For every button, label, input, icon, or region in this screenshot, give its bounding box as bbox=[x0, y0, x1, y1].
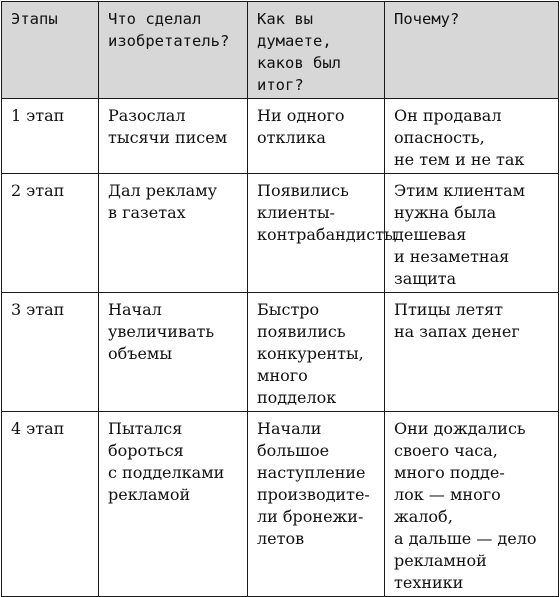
table-row bbox=[2, 174, 559, 293]
cell-reason: Этим клиентам нужна была дешевая и незаметная защита bbox=[385, 174, 559, 293]
cell-result: Начали большое наступление производите- ли бронежи- летов bbox=[248, 412, 385, 597]
header-inventor-action: Что сделал изобретатель? bbox=[99, 2, 248, 99]
cell-action: Пытался бороться с подделками рекламой bbox=[99, 412, 248, 597]
cell-stage: 3 этап bbox=[2, 293, 99, 412]
table-body bbox=[2, 99, 559, 597]
cell-stage: 4 этап bbox=[2, 412, 99, 597]
header-row bbox=[2, 2, 559, 99]
cell-action: Разослал тысячи писем bbox=[99, 99, 248, 174]
cell-stage: 2 этап bbox=[2, 174, 99, 293]
cell-reason: Они дождались своего часа, много подде- лок — много жалоб, а дальше — дело рекламной техники bbox=[385, 412, 559, 597]
table-row bbox=[2, 412, 559, 597]
header-result: Как вы думаете, каков был итог? bbox=[248, 2, 385, 99]
header-reason: Почему? bbox=[385, 2, 559, 99]
cell-stage: 1 этап bbox=[2, 99, 99, 174]
cell-result: Быстро появились конкуренты, много подделок bbox=[248, 293, 385, 412]
stages-table bbox=[1, 1, 559, 597]
table-row bbox=[2, 99, 559, 174]
cell-result: Появились клиенты- контрабандисты bbox=[248, 174, 385, 293]
cell-result: Ни одного отклика bbox=[248, 99, 385, 174]
cell-action: Начал увеличивать объемы bbox=[99, 293, 248, 412]
cell-reason: Птицы летят на запах денег bbox=[385, 293, 559, 412]
header-stage: Этапы bbox=[2, 2, 99, 99]
cell-action: Дал рекламу в газетах bbox=[99, 174, 248, 293]
table-row bbox=[2, 293, 559, 412]
cell-reason: Он продавал опасность, не тем и не так bbox=[385, 99, 559, 174]
table-header bbox=[2, 2, 559, 99]
